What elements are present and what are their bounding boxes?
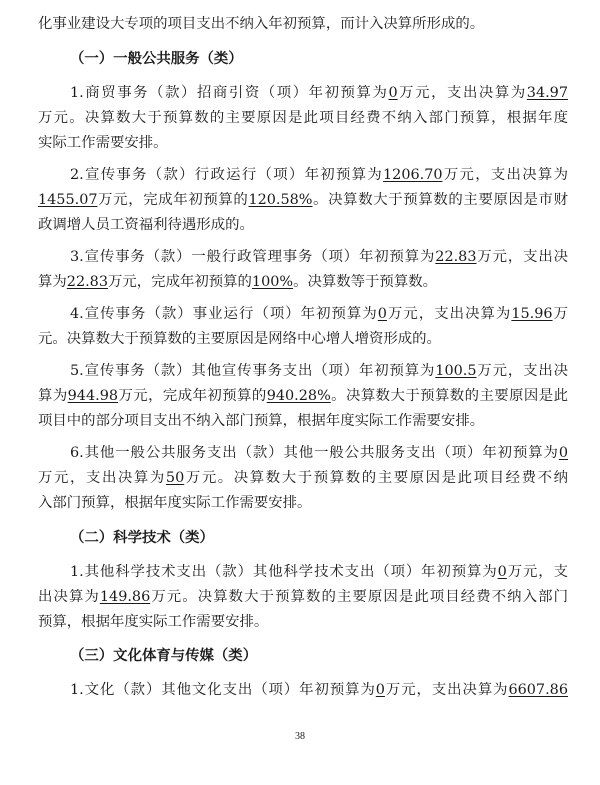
text-span: 。决算数等于预算数。 [293,274,437,290]
underlined-value: 15.96 [511,306,553,322]
text-span: 政调增人员工资福利待遇形成的。 [38,217,254,233]
text-span: 算为 [38,274,67,290]
text-span: 万元，支出决算为 [442,167,568,183]
heading-text: （二）科学技术（类） [70,529,214,546]
underlined-value: 944.98 [67,388,119,404]
text-span: 万 [552,306,568,322]
text-span: 4.宣传事务（款）事业运行（项）年初预算为 [70,306,378,322]
text-span: 6.其他一般公共服务支出（款）其他一般公共服务支出（项）年初预算为 [70,445,559,461]
underlined-value: 1455.07 [38,192,98,208]
text-line [38,272,568,292]
text-line [38,386,568,406]
text-line [38,612,568,632]
underlined-value: 0 [558,445,568,461]
text-span: 万元，支出决 [476,363,568,379]
text-span: 万元。决算数大于预算数的主要原因是此项目经费不纳 [184,470,568,486]
underlined-value: 1206.70 [383,167,443,183]
text-line [38,587,568,607]
underlined-value: 149.86 [99,589,151,605]
section-heading-science-technology [70,528,568,548]
underlined-value: 6607.86 [508,682,568,698]
page-number: 38 [295,731,305,742]
text-line [70,562,568,582]
text-span: 入部门预算，根据年度实际工作需要安排。 [38,495,312,511]
underlined-value: 22.83 [66,274,108,290]
text-span: 万元，支出决算为 [38,470,166,486]
text-line [38,190,568,210]
section-heading-general-public-services [70,49,568,69]
text-span: 万元。决算数大于预算数的主要原因是此项目经费不纳入部门预算，根据年度 [38,110,568,126]
text-line [70,361,568,381]
underlined-value: 0 [377,306,387,322]
underlined-value: 120.58% [248,192,313,208]
text-span: 。决算数大于预算数的主要原因是此 [330,388,568,404]
text-line [38,493,568,513]
heading-text: （三）文化体育与传媒（类） [70,647,258,664]
text-line [70,680,568,700]
text-line [38,215,568,235]
underlined-value: 0 [388,85,398,101]
text-span: 万元，支出决 [476,249,568,265]
text-span: 1.文化（款）其他文化支出（项）年初预算为 [70,682,376,698]
text-line [70,443,568,463]
text-span: 化事业建设大专项的项目支出不纳入年初预算，而计入决算所形成的。 [38,16,485,32]
text-span: 1.商贸事务（款）招商引资（项）年初预算为 [70,85,389,101]
text-span: 万元，完成年初预算的 [108,274,252,290]
text-span: 万元，支 [506,564,568,580]
underlined-value: 0 [375,682,385,698]
text-line [70,165,568,185]
underlined-value: 100.5 [435,363,477,379]
text-span: 项目中的部分项目支出不纳入部门预算，根据年度实际工作需要安排。 [38,413,485,429]
underlined-value: 34.97 [526,85,568,101]
text-line [70,83,568,103]
text-line [38,329,568,349]
text-line [70,247,568,267]
text-line [38,14,568,34]
text-span: 2.宣传事务（款）行政运行（项）年初预算为 [70,167,384,183]
text-span: 万元，完成年初预算的 [97,192,249,208]
text-span: 实际工作需要安排。 [38,135,168,151]
text-span: 预算，根据年度实际工作需要安排。 [38,614,269,630]
underlined-value: 0 [497,564,507,580]
text-span: 算为 [38,388,68,404]
text-span: 。决算数大于预算数的主要原因是市财 [312,192,568,208]
text-line [38,133,568,153]
underlined-value: 940.28% [266,388,331,404]
text-span: 出决算为 [38,589,100,605]
underlined-value: 100% [251,274,294,290]
text-line [38,468,568,488]
heading-text: （一）一般公共服务（类） [70,50,243,67]
underlined-value: 50 [165,470,185,486]
text-span: 1.其他科学技术支出（款）其他科学技术支出（项）年初预算为 [70,564,498,580]
text-span: 万元，支出决算为 [386,306,512,322]
text-span: 3.宣传事务（款）一般行政管理事务（项）年初预算为 [70,249,436,265]
text-line [38,411,568,431]
text-span: 5.宣传事务（款）其他宣传事务支出（项）年初预算为 [70,363,436,379]
text-span: 万元，支出决算为 [384,682,509,698]
text-span: 元。决算数大于预算数的主要原因是网络中心增人增资形成的。 [38,331,441,347]
text-span: 万元。决算数大于预算数的主要原因是此项目经费不纳入部门 [150,589,568,605]
text-span: 万元，完成年初预算的 [118,388,267,404]
text-line [70,304,568,324]
section-heading-culture-sports-media [70,646,568,666]
underlined-value: 22.83 [435,249,477,265]
text-line [38,108,568,128]
text-span: 万元，支出决算为 [397,85,527,101]
